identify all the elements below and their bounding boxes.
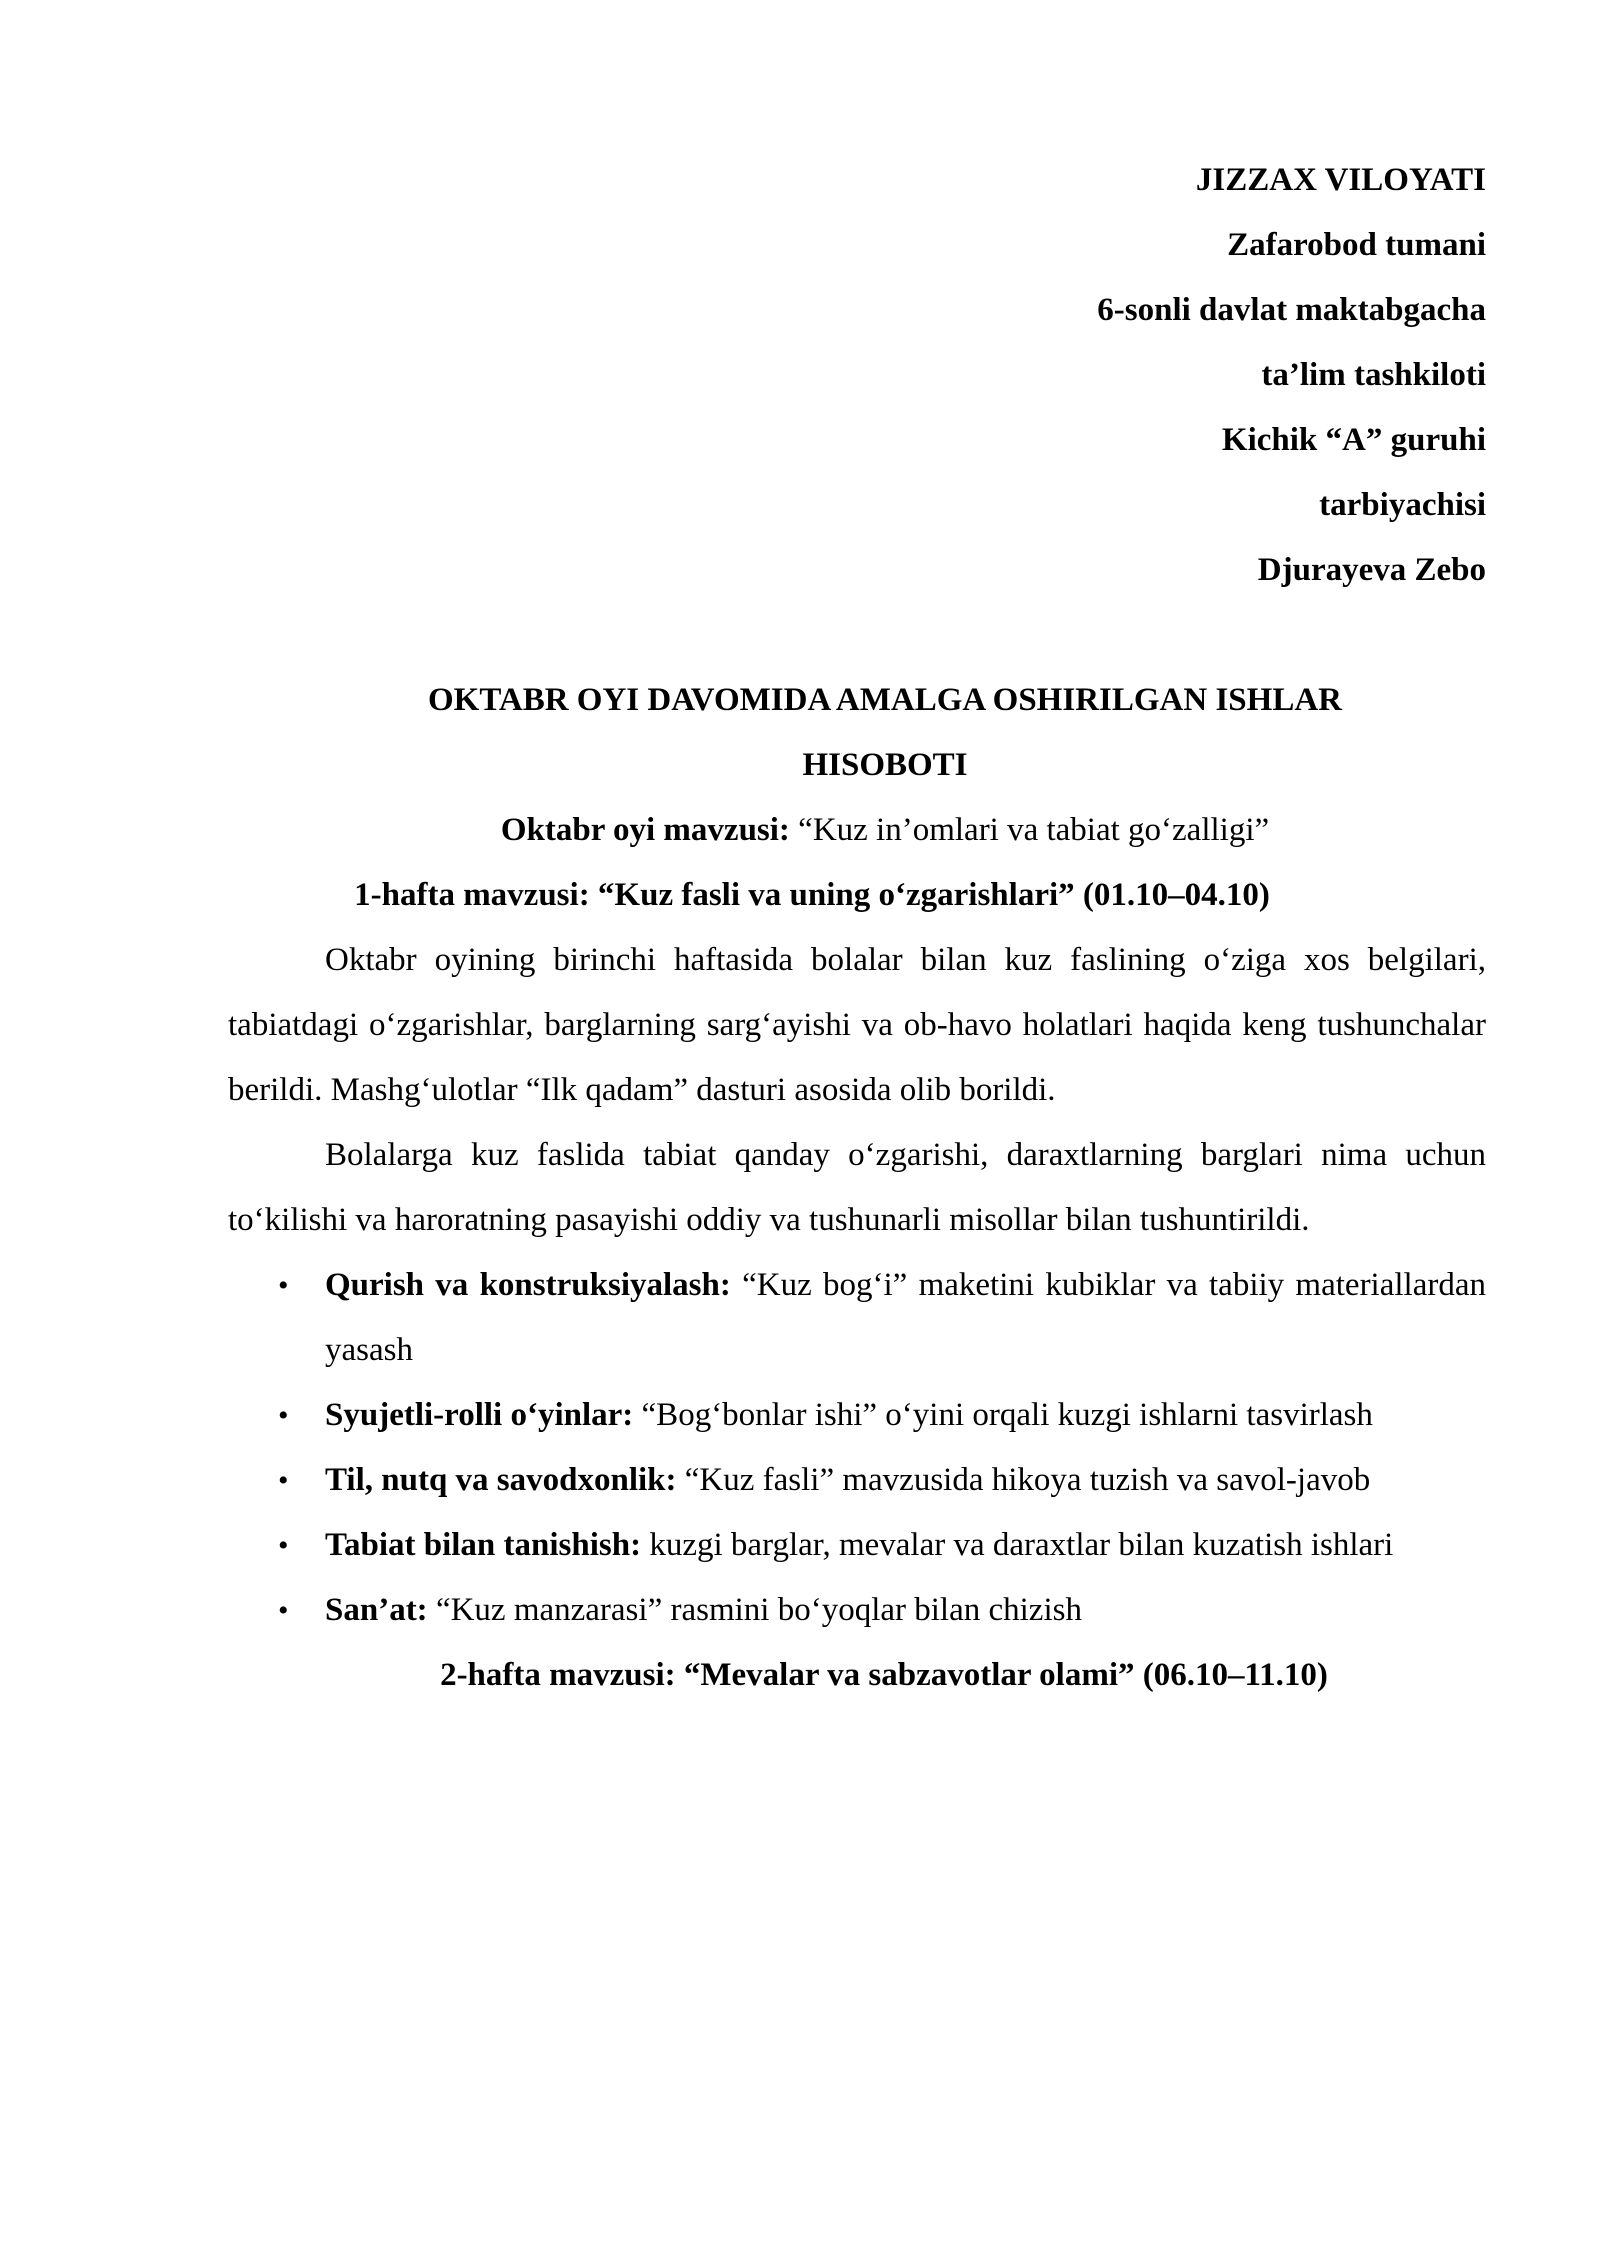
activity-label: Til, nutq va savodxonlik:	[325, 1462, 677, 1498]
header-group: Kichik “A” guruhi	[1221, 422, 1486, 458]
header-role: tarbiyachisi	[1319, 487, 1486, 523]
header-district: Zafarobod tumani	[1227, 227, 1486, 263]
week1-paragraph-2: Bolalarga kuz faslida tabiat qanday o‘zgarishi, daraxtlarning barglari nima uchun to‘kilishi va haroratning pasayishi oddiy va tushunarli misollar bilan tushuntirildi.	[228, 1137, 1486, 1238]
month-theme-label: Oktabr oyi mavzusi:	[500, 812, 790, 848]
list-item	[228, 1253, 1486, 1383]
header-organization-type: ta’lim tashkiloti	[1261, 357, 1486, 393]
activity-label: Syujetli-rolli o‘yinlar:	[325, 1397, 634, 1433]
report-title-line-2: HISOBOTI	[802, 747, 968, 783]
header-organization: 6-sonli davlat maktabgacha	[1097, 292, 1486, 328]
activity-text: “Bog‘bonlar ishi” o‘yini orqali kuzgi ishlarni tasvirlash	[633, 1397, 1373, 1433]
list-item	[228, 1578, 1486, 1643]
activity-label: Tabiat bilan tanishish:	[325, 1527, 642, 1563]
activity-text: “Kuz bog‘i” maketini kubiklar va tabiiy materiallardan yasash	[325, 1267, 1486, 1368]
list-item	[228, 1383, 1486, 1448]
activity-label: San’at:	[325, 1592, 428, 1628]
bullet-icon: •	[278, 1529, 289, 1562]
institution-header	[228, 148, 1486, 603]
bullet-icon: •	[278, 1594, 289, 1627]
header-author: Djurayeva Zebo	[1257, 552, 1486, 588]
bullet-icon: •	[278, 1269, 289, 1302]
report-title-line-1: OKTABR OYI DAVOMIDA AMALGA OSHIRILGAN ISHLAR	[427, 682, 1342, 718]
activity-text: “Kuz manzarasi” rasmini bo‘yoqlar bilan chizish	[427, 1592, 1082, 1628]
list-item	[228, 1513, 1486, 1578]
month-theme-value: “Kuz in’omlari va tabiat go‘zalligi”	[789, 812, 1270, 848]
activity-text: “Kuz fasli” mavzusida hikoya tuzish va savol-javob	[676, 1462, 1371, 1498]
month-theme	[228, 798, 1486, 863]
week2-heading: 2-hafta mavzusi: “Mevalar va sabzavotlar olami” (06.10–11.10)	[440, 1657, 1328, 1693]
activity-list	[228, 1253, 1486, 1643]
activity-text: kuzgi barglar, mevalar va daraxtlar bilan kuzatish ishlari	[641, 1527, 1394, 1563]
document-page	[228, 148, 1486, 1708]
bullet-icon: •	[278, 1399, 289, 1432]
list-item	[228, 1448, 1486, 1513]
header-region: JIZZAX VILOYATI	[1195, 162, 1486, 198]
bullet-icon: •	[278, 1464, 289, 1497]
report-title	[228, 668, 1486, 798]
week1-paragraph-1: Oktabr oyining birinchi haftasida bolalar bilan kuz faslining o‘ziga xos belgilari, tabiatdagi o‘zgarishlar, barglarning sarg‘ayishi va ob-havo holatlari haqida keng tushunchalar berildi. Mashg‘ulotlar “Ilk qadam” dasturi asosida olib borildi.	[228, 942, 1486, 1108]
activity-label: Qurish va konstruksiyalash:	[325, 1267, 731, 1303]
week1-heading: 1-hafta mavzusi: “Kuz fasli va uning o‘zgarishlari” (01.10–04.10)	[354, 877, 1270, 913]
